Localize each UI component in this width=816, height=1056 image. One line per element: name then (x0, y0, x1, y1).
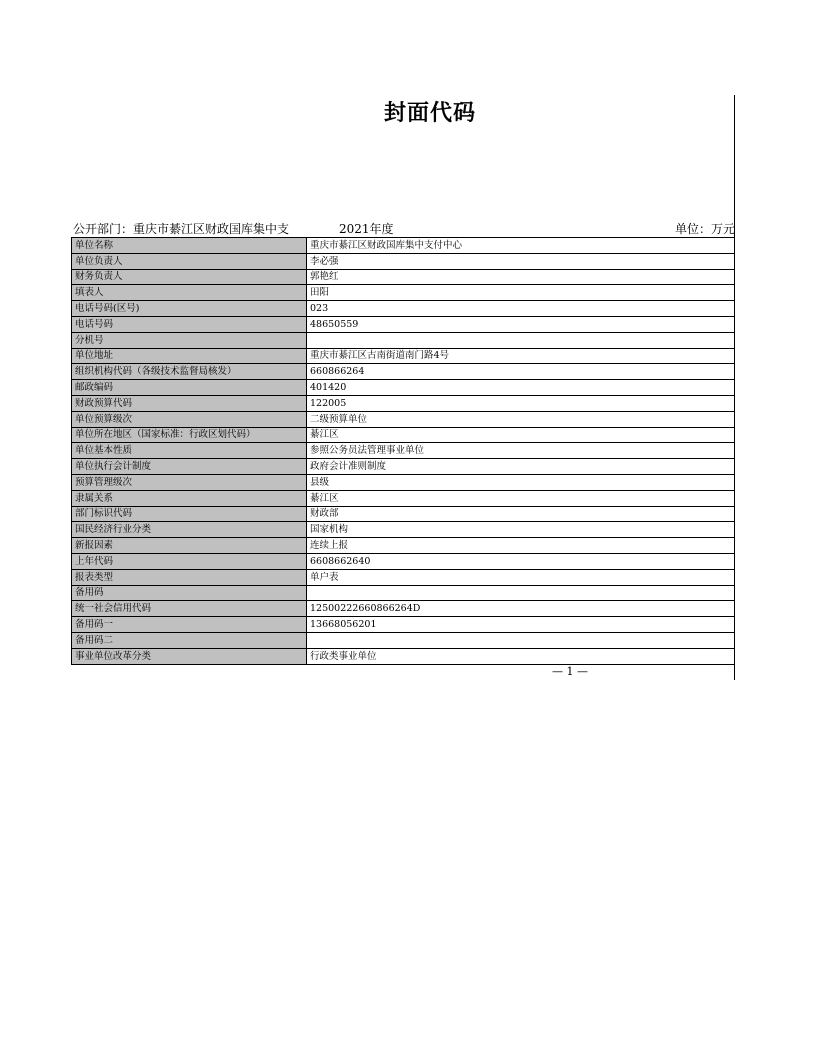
field-label: 单位地址 (72, 348, 307, 364)
table-row (72, 585, 735, 601)
field-value: 122005 (307, 395, 735, 411)
field-value: 郭艳红 (307, 269, 735, 285)
field-label: 上年代码 (72, 553, 307, 569)
field-value: 12500222660866264D (307, 601, 735, 617)
field-value: 政府会计准则制度 (307, 459, 735, 475)
field-value: 行政类事业单位 (307, 648, 735, 664)
currency-unit: 单位：万元 (674, 222, 735, 236)
field-label: 报表类型 (72, 569, 307, 585)
field-value: 财政部 (307, 506, 735, 522)
table-row (72, 395, 735, 411)
field-value: 48650559 (307, 316, 735, 332)
field-label: 单位基本性质 (72, 443, 307, 459)
field-label: 备用码 (72, 585, 307, 601)
field-value (307, 632, 735, 648)
table-row (72, 253, 735, 269)
field-label: 备用码二 (72, 632, 307, 648)
field-value: 綦江区 (307, 427, 735, 443)
table-row (72, 269, 735, 285)
field-label: 单位执行会计制度 (72, 459, 307, 475)
table-row (72, 506, 735, 522)
field-value: 重庆市綦江区财政国库集中支付中心 (307, 238, 735, 254)
table-row (72, 538, 735, 554)
field-label: 新报因素 (72, 538, 307, 554)
field-value: 023 (307, 301, 735, 317)
field-label: 财政预算代码 (72, 395, 307, 411)
field-label: 统一社会信用代码 (72, 601, 307, 617)
field-label: 部门标识代码 (72, 506, 307, 522)
field-value: 綦江区 (307, 490, 735, 506)
field-value: 国家机构 (307, 522, 735, 538)
table-row (72, 632, 735, 648)
field-value (307, 332, 735, 348)
table-row (72, 301, 735, 317)
field-label: 组织机构代码（各级技术监督局核发） (72, 364, 307, 380)
department-label: 公开部门：重庆市綦江区财政国库集中支 (73, 222, 290, 236)
table-row (72, 427, 735, 443)
page-number: — 1 — (552, 665, 588, 678)
field-label: 单位负责人 (72, 253, 307, 269)
field-label: 邮政编码 (72, 380, 307, 396)
table-row (72, 459, 735, 475)
field-label: 国民经济行业分类 (72, 522, 307, 538)
table-row (72, 316, 735, 332)
table-row (72, 285, 735, 301)
field-value: 李必强 (307, 253, 735, 269)
table-row (72, 238, 735, 254)
field-value: 重庆市綦江区古南街道南门路4号 (307, 348, 735, 364)
field-label: 单位预算级次 (72, 411, 307, 427)
table-row (72, 601, 735, 617)
report-header (73, 221, 735, 237)
cover-code-table (71, 237, 735, 665)
table-row (72, 569, 735, 585)
field-label: 电话号码 (72, 316, 307, 332)
field-value: 单户表 (307, 569, 735, 585)
page-title: 封面代码 (383, 101, 476, 126)
field-label: 单位所在地区（国家标准：行政区划代码） (72, 427, 307, 443)
table-row (72, 648, 735, 664)
table-row (72, 490, 735, 506)
table-row (72, 364, 735, 380)
table-row (72, 348, 735, 364)
table-row (72, 474, 735, 490)
field-value (307, 585, 735, 601)
field-value: 连续上报 (307, 538, 735, 554)
field-label: 分机号 (72, 332, 307, 348)
table-row (72, 380, 735, 396)
field-value: 13668056201 (307, 617, 735, 633)
table-row (72, 332, 735, 348)
field-value: 660866264 (307, 364, 735, 380)
field-value: 田阳 (307, 285, 735, 301)
field-label: 财务负责人 (72, 269, 307, 285)
field-label: 填表人 (72, 285, 307, 301)
table-row (72, 443, 735, 459)
table-row (72, 522, 735, 538)
field-value: 二级预算单位 (307, 411, 735, 427)
field-label: 预算管理级次 (72, 474, 307, 490)
table-row (72, 553, 735, 569)
field-value: 6608662640 (307, 553, 735, 569)
field-label: 隶属关系 (72, 490, 307, 506)
field-label: 备用码一 (72, 617, 307, 633)
field-value: 401420 (307, 380, 735, 396)
table-row (72, 617, 735, 633)
field-label: 单位名称 (72, 238, 307, 254)
field-value: 县级 (307, 474, 735, 490)
field-value: 参照公务员法管理事业单位 (307, 443, 735, 459)
field-label: 事业单位改革分类 (72, 648, 307, 664)
report-year: 2021年度 (339, 222, 394, 236)
table-row (72, 411, 735, 427)
field-label: 电话号码(区号) (72, 301, 307, 317)
